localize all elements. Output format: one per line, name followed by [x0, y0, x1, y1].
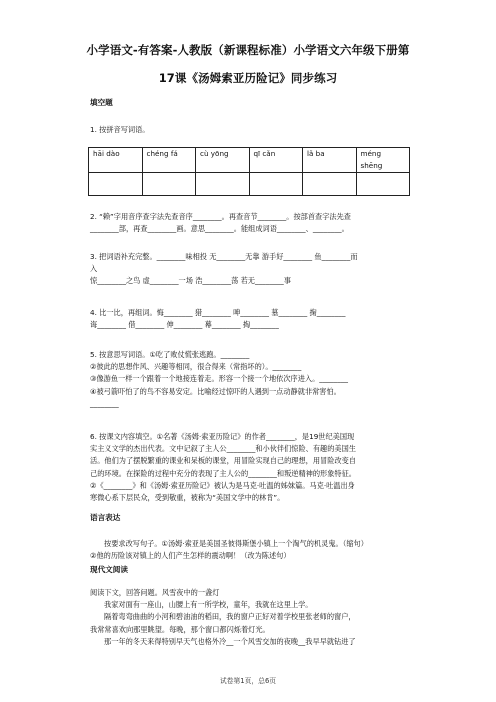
- q2-line: ________部，再查________画。意思________。能组成词语________、________。: [90, 224, 349, 234]
- section-heading-reading: 现代文阅读: [90, 565, 128, 574]
- reading-prompt: 阅读下文，回答问题。风雪夜中的一盏灯: [90, 588, 220, 597]
- q3-line: 入: [90, 264, 98, 274]
- reading-paragraph: 隔着弯弯曲曲的小河和碧油油的稻田，我的窗户正好对着学校里张老师的窗户，: [104, 612, 356, 622]
- question-3: [90, 251, 410, 288]
- q2-line: 2. “赖”字用音序查字法先查音序________。再查音节________。按部首查字法先查: [90, 212, 351, 221]
- question-6: [90, 431, 410, 504]
- question-2: [90, 211, 410, 235]
- q1-prompt: 1. 按拼音写词语。: [90, 125, 150, 134]
- pinyin-table: [88, 147, 410, 196]
- q4-line: 诲________ 借________ 伸________ 幕________ 掏________: [90, 320, 279, 330]
- question-5: [90, 349, 410, 410]
- answer-cell[interactable]: [249, 173, 303, 196]
- answer-cell[interactable]: [303, 173, 357, 196]
- answer-cell[interactable]: [142, 173, 196, 196]
- pinyin-cell: hāi dào: [89, 148, 143, 173]
- q5-line: ③像游鱼一样一个跟着一个地接连着走。形容一个接一个地依次序进入。________: [90, 374, 349, 384]
- answer-cell[interactable]: [196, 173, 250, 196]
- q4-line: 4. 比一比，再组词。悔________ 猎________ 呻________ 墓________ 掬________: [90, 308, 346, 317]
- language-question: [90, 538, 410, 562]
- q6-line: ②《________》和《汤姆·索亚历险记》被认为是马克·吐温的姊妹篇。马克·吐温出身: [90, 480, 355, 490]
- pinyin-cell: cù yōng: [196, 148, 250, 173]
- q5-line: ________: [90, 398, 119, 408]
- section-heading-fill-blank: 填空题: [90, 98, 113, 107]
- q6-line: 实主义文学的杰出代表。文中记叙了主人公________和小伙伴们惊险、有趣的美国生: [90, 444, 356, 454]
- page-title-line2: 17课《汤姆索亚历险记》同步练习: [158, 71, 338, 85]
- pinyin-row: [89, 148, 410, 173]
- answer-cell[interactable]: [356, 173, 410, 196]
- page-title-line1: 小学语文-有答案-人教版（新课程标准）小学语文六年级下册第: [86, 43, 410, 57]
- answer-row: [89, 173, 410, 196]
- page-footer: 试卷第1页，总6页: [219, 677, 277, 685]
- language-line: ②他的历险该对镇上的人们产生怎样的震动啊！（改为陈述句）: [90, 551, 291, 561]
- reading-passage: [90, 587, 410, 648]
- answer-cell[interactable]: [89, 173, 143, 196]
- reading-paragraph: 我家对面有一座山，山腰上有一所学校，童年，我就在这里上学。: [104, 600, 313, 610]
- q6-line: 己的环境。在探险的过程中充分的表现了主人公的________和叛逆精神的形象特征。: [90, 468, 356, 478]
- pinyin-cell: lǎ ba: [303, 148, 357, 173]
- q3-line: 惊________之鸟 虚________一场 浩________荡 若无________事: [90, 276, 291, 286]
- q6-line: 6. 按课文内容填空。①名著《汤姆·索亚历险记》的作者________，是19世纪美国现: [90, 432, 355, 441]
- q3-line: 3. 把词语补充完整。________味相投 无________无靠 游手好________ 鱼________而: [90, 252, 358, 261]
- language-line: 按要求改写句子。①汤姆·索亚是美国圣彼得斯堡小镇上一个淘气的机灵鬼。（缩句）: [104, 539, 368, 548]
- q6-line: 活。他们为了摆脱繁重的课业和呆板的课堂，用冒险实现自己的理想，用冒险改变自: [90, 456, 356, 466]
- pinyin-cell: qī cǎn: [249, 148, 303, 173]
- question-4: [90, 307, 410, 331]
- pinyin-cell: chéng fá: [142, 148, 196, 173]
- pinyin-cell: méng shēng: [356, 148, 410, 173]
- q6-line: 寒微心系下层民众，受到敬重，被称为“美国文学中的林肯”。: [90, 493, 285, 503]
- reading-paragraph: 我常常喜欢向那里眺望。每晚，那个窗口都闪烁着灯光。: [90, 624, 270, 634]
- q5-line: ②彼此的思想作风、兴趣等相同，很合得来（常指坏的）。________: [90, 362, 302, 372]
- q5-line: 5. 按意思写词语。①吃了败仗慌张逃跑。________: [90, 350, 250, 359]
- section-heading-language: 语言表达: [90, 513, 121, 522]
- reading-paragraph: 那一年的冬天来得特别早天气也格外冷__一个风雪交加的夜晚__我早早就钻进了: [104, 636, 356, 646]
- q5-line: ④被弓箭吓怕了的鸟不容易安定。比喻经过惊吓的人遇到一点动静就非常害怕。: [90, 386, 341, 396]
